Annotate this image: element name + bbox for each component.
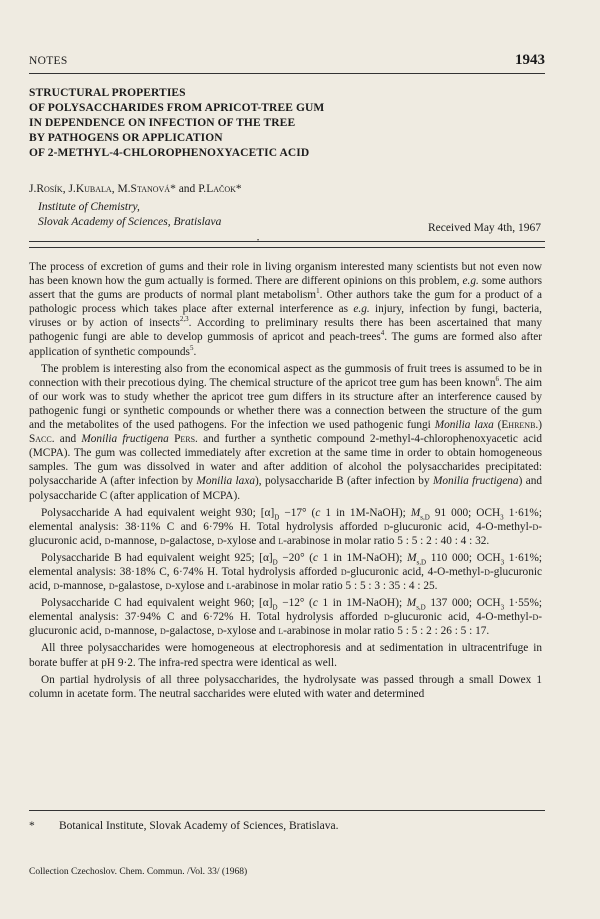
- text: d: [340, 565, 347, 578]
- text: . The gums are formed also after application of synthetic compounds: [29, 331, 542, 358]
- author-initial: M.: [117, 183, 131, 195]
- text: 1·61%; elemental analysis: 38·11% C and 6·79% H. Total hydrolysis afforded: [29, 506, 542, 533]
- footnote: [29, 820, 338, 832]
- text: M: [351, 597, 362, 610]
- author-name: Rosík: [36, 183, 63, 195]
- title-line: OF POLYSACCHARIDES FROM APRICOT-TREE GUM: [29, 102, 325, 114]
- text: 1 in 1: [317, 597, 352, 610]
- text: -galactose,: [165, 625, 218, 638]
- subscript: D: [272, 558, 278, 567]
- species-name: Monilia fructigena: [432, 475, 519, 488]
- text: ): [538, 419, 543, 432]
- author-separator: ,: [62, 183, 69, 195]
- subscript: 3: [500, 558, 505, 567]
- running-header: [29, 52, 545, 74]
- section-label: NOTES: [29, 55, 68, 67]
- text: The process of excretion of gums and their role in living organism interested many scientists but not even now has been known how the gum actually is formed. There are different opinions on this problem,: [29, 261, 542, 288]
- received-date: Received May 4th, 1967: [427, 222, 541, 234]
- text: 110 000; OCH: [426, 551, 501, 564]
- text: d: [532, 611, 539, 624]
- text: -arabinose in molar ratio 5 : 5 : 3 : 35 : 4 : 25.: [231, 580, 438, 593]
- text: -mannose,: [59, 580, 109, 593]
- author-list: [29, 183, 242, 195]
- species-name: Monilia fructigena: [81, 433, 169, 446]
- text: c: [315, 506, 321, 519]
- text: 1 in 1: [320, 506, 356, 519]
- text: M: [407, 551, 417, 564]
- text: −17° (: [279, 506, 316, 519]
- separator-mark: •: [257, 238, 260, 244]
- text: -xylose and: [222, 625, 279, 638]
- paragraph: [29, 506, 542, 548]
- text: l: [278, 534, 284, 547]
- subscript: s,D: [416, 558, 427, 567]
- text: 1 in 1: [318, 551, 353, 564]
- footnote-divider: [29, 810, 545, 811]
- text: M: [410, 506, 421, 519]
- text: d: [484, 565, 490, 578]
- paragraph: All three polysaccharides were homogeneous at electrophoresis and at sedimentation in ultracentrifuge in borate buffer at pH 9·2. The infra-red spectra were identical as well.: [29, 642, 542, 669]
- text: -galactose,: [165, 534, 218, 547]
- subscript: s,D: [420, 512, 430, 521]
- text: -NaOH);: [362, 551, 408, 564]
- text: -glucuronic acid,: [29, 565, 543, 593]
- text: d: [165, 580, 172, 593]
- text: and: [54, 433, 82, 446]
- text: d: [159, 534, 166, 547]
- text: -glucuronic acid,: [29, 611, 543, 638]
- affiliation-line: Slovak Academy of Sciences, Bratislava: [38, 215, 222, 228]
- reference-mark: 6: [495, 374, 499, 383]
- page-number: 1943: [515, 52, 545, 68]
- text: d: [159, 625, 166, 638]
- text: -glucuronic acid, 4-O-methyl-: [389, 611, 533, 624]
- text: (: [493, 419, 502, 432]
- text: -glucuronic acid, 4-O-methyl-: [346, 565, 485, 578]
- paragraph: [29, 596, 542, 638]
- footnote-mark: *: [29, 820, 35, 832]
- paragraph: [29, 551, 542, 593]
- text: Polysaccharide C had equivalent weight 960; [α]: [41, 597, 273, 610]
- subscript: s,D: [416, 603, 426, 612]
- text: d: [383, 611, 390, 624]
- text: −12° (: [277, 597, 313, 610]
- paragraph: On partial hydrolysis of all three polysaccharides, the hydrolysate was passed through a small Dowex 1 column in acetate form. The neutral saccharides were eluted with water and determined: [29, 673, 542, 700]
- text: -arabinose in molar ratio 5 : 5 : 2 : 26 : 5 : 17.: [283, 625, 490, 638]
- title-line: IN DEPENDENCE ON INFECTION OF THE TREE: [29, 117, 296, 129]
- text: d: [217, 534, 223, 547]
- text: -NaOH);: [361, 597, 407, 610]
- text: c: [313, 551, 319, 564]
- author-initial: J.: [68, 183, 76, 195]
- text: −20° (: [277, 551, 314, 564]
- text: 1·61%; elemental analysis: 38·18% C, 6·74% H. Total hydrolysis afforded: [29, 551, 543, 578]
- affiliation: [38, 200, 221, 229]
- paragraph: [29, 260, 542, 359]
- author-initial: J.: [29, 183, 37, 195]
- article-body: [29, 260, 542, 701]
- reference-mark: 1: [316, 287, 320, 296]
- taxon-author: Sacc.: [29, 433, 55, 446]
- text: -galastose,: [114, 580, 166, 593]
- author-name: Stanová: [130, 183, 171, 195]
- text: -glucuronic acid, 4-O-methyl-: [389, 520, 533, 533]
- title-line: STRUCTURAL PROPERTIES: [29, 87, 186, 99]
- text: injury, infection by fungi, bacteria, viruses or by action of insects: [29, 303, 542, 330]
- reference-mark: 4: [380, 329, 385, 338]
- text: ), polysaccharide B (after infection by: [255, 475, 433, 488]
- author-initial: P.: [198, 183, 207, 195]
- paragraph: [29, 362, 542, 503]
- subscript: D: [274, 512, 280, 521]
- text: .: [193, 345, 197, 358]
- author-name: Lačok: [206, 183, 236, 195]
- text: The problem is interesting also from the economical aspect as the gummosis of fruit trees is assumed to be in connection with their precotious dying. The chemical structure of the apricot tree gum has been known: [29, 362, 542, 389]
- text: M: [352, 551, 363, 564]
- footnote-mark: *: [235, 183, 242, 195]
- text: . According to preliminary results there has been ascertained that many pathogenic fungi are able to develop gummosis of apricot and peach-trees: [29, 317, 542, 344]
- author-name: Kubala: [75, 183, 112, 195]
- text: -mannose,: [110, 534, 160, 547]
- text: d: [383, 520, 390, 533]
- author-separator: ,: [111, 183, 118, 195]
- text: d: [53, 580, 60, 593]
- text: c: [312, 597, 318, 610]
- journal-citation: Collection Czechoslov. Chem. Commun. /Vol. 33/ (1968): [29, 867, 248, 877]
- text: e.g.: [462, 275, 479, 288]
- text: . The aim of our work was to study whether the apricot tree gum differs in its structure after an interference caused by pathogenic fungi or synthetic compounds or whether there was a connection between the structure of the gum and the metabolites of the used pathogens. For the infection we used pathogenic fungi: [29, 376, 542, 432]
- text: d: [532, 520, 539, 533]
- text: l: [226, 580, 232, 593]
- reference-mark: 2,3: [179, 315, 189, 324]
- text: 1·55%; elemental analysis: 37·94% C and 6·72% H. Total hydrolysis afforded: [29, 597, 542, 624]
- text: -mannose,: [110, 625, 160, 638]
- reference-mark: 5: [189, 343, 194, 352]
- text: l: [278, 625, 284, 638]
- text: 137 000; OCH: [425, 597, 501, 610]
- taxon-author: Ehrenb.: [501, 419, 539, 432]
- footnote-mark: *: [170, 183, 176, 195]
- text: M: [406, 597, 417, 610]
- title-line: OF 2-METHYL-4-CHLOROPHENOXYACETIC ACID: [29, 147, 310, 159]
- species-name: Monilia laxa: [434, 419, 494, 432]
- article-title: [29, 86, 549, 161]
- text: e.g.: [353, 303, 370, 316]
- divider: [29, 241, 545, 242]
- text: -xylose and: [171, 580, 227, 593]
- text: -NaOH);: [365, 506, 411, 519]
- text: d: [104, 534, 111, 547]
- text: and further a synthetic compound 2-methyl-4-chlorophenoxyacetic acid (MCPA). The gum was collected immediately after excretion at the same time in order to obtain homogeneous samples. The gum was dissolved in water and after addition of alcohol the polysaccharides precipitated: polysaccharide A (after infection by: [29, 433, 542, 488]
- taxon-author: Pers.: [174, 433, 198, 446]
- species-name: Monilia laxa: [196, 475, 255, 488]
- text: some authors assert that the gums are products of normal plant metabolism: [29, 275, 542, 302]
- divider: [29, 247, 545, 248]
- text: Polysaccharide A had equivalent weight 930; [α]: [41, 506, 275, 519]
- text: M: [355, 506, 366, 519]
- title-line: BY PATHOGENS OR APPLICATION: [29, 132, 223, 144]
- text: -arabinose in molar ratio 5 : 5 : 2 : 40 : 4 : 32.: [283, 534, 490, 547]
- author-conjunction: and: [175, 183, 199, 195]
- text: -glucuronic acid,: [29, 520, 543, 547]
- text: d: [108, 580, 115, 593]
- affiliation-line: Institute of Chemistry,: [38, 201, 140, 213]
- subscript: 3: [500, 512, 504, 521]
- subscript: 3: [500, 603, 505, 612]
- text: -xylose and: [222, 534, 279, 547]
- text: . Other authors take the gum for a product of a pathologic process which takes place after external interference as: [29, 289, 542, 316]
- subscript: D: [272, 603, 278, 612]
- text: 91 000; OCH: [429, 506, 501, 519]
- text: Polysaccharide B had equivalent weight 925; [α]: [41, 551, 273, 564]
- footnote-text: Botanical Institute, Slovak Academy of Sciences, Bratislava.: [59, 820, 339, 832]
- text: ) and polysaccharide C (after application of MCPA).: [29, 475, 543, 502]
- text: d: [104, 625, 111, 638]
- text: d: [217, 625, 223, 638]
